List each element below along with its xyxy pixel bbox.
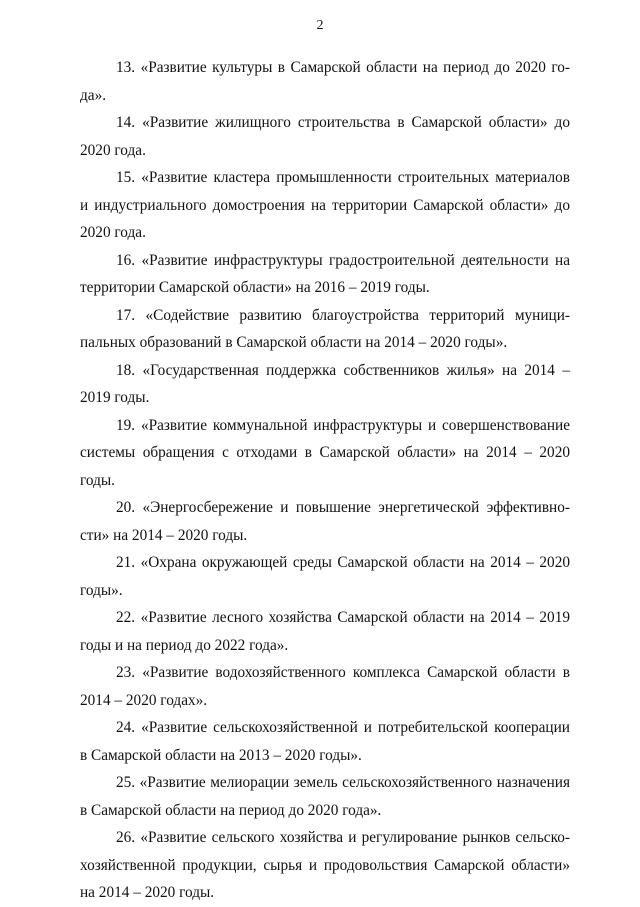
list-item: 17. «Содействие развитию благоустройства территорий муниципальных образований в Самарской области на 2014 – 2020 годы».: [80, 306, 570, 351]
list-item: 16. «Развитие инфраструктуры градостроительной деятельности на территории Самарской области» на 2016 – 2019 годы.: [80, 251, 570, 296]
list-item: 22. «Развитие лесного хозяйства Самарской области на 2014 – 2019 годы и на период до 2022 года».: [80, 609, 570, 654]
list-item: 18. «Государственная поддержка собственников жилья» на 2014 – 2019 годы.: [80, 361, 570, 406]
program-list: [80, 54, 570, 907]
list-item: 20. «Энергосбережение и повышение энергетической эффективности» на 2014 – 2020 годы.: [80, 499, 570, 544]
list-item: 24. «Развитие сельскохозяйственной и потребительской кооперации в Самарской области на 2013 – 2020 годы».: [80, 719, 570, 764]
list-item: 19. «Развитие коммунальной инфраструктуры и совершенствование системы обращения с отходами в Самарской области» на 2014 – 2020 годы.: [80, 416, 570, 489]
page-number: 2: [316, 18, 324, 33]
list-item: 15. «Развитие кластера промышленности строительных материалов и индустриального домостроения на территории Самарской области» до 2020 года.: [80, 169, 570, 241]
list-item: 14. «Развитие жилищного строительства в Самарской области» до 2020 года.: [80, 114, 570, 159]
list-item: 25. «Развитие мелиорации земель сельскохозяйственного назначения в Самарской области на период до 2020 года».: [80, 774, 570, 819]
list-item: 26. «Развитие сельского хозяйства и регулирование рынков сельскохозяйственной продукции, сырья и продовольствия Самарской области» на 2014 – 2020 годы.: [80, 829, 570, 901]
list-item: 21. «Охрана окружающей среды Самарской области на 2014 – 2020 годы».: [80, 554, 570, 599]
list-item: 13. «Развитие культуры в Самарской области на период до 2020 года».: [80, 59, 570, 104]
list-item: 23. «Развитие водохозяйственного комплекса Самарской области в 2014 – 2020 годах».: [80, 664, 570, 709]
